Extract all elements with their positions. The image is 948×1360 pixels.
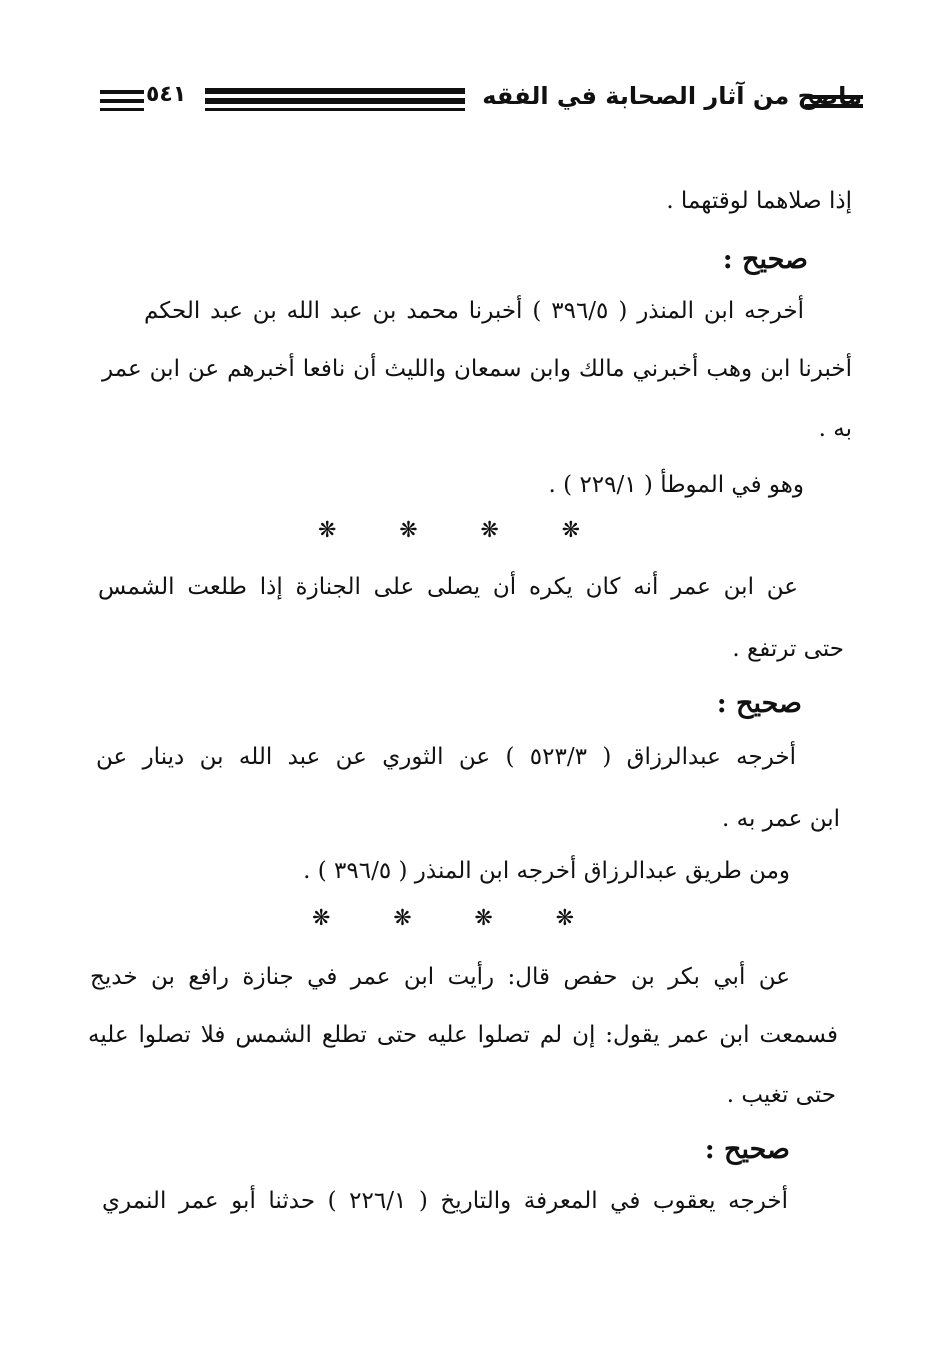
header-rule xyxy=(100,90,144,94)
section-heading: صحيح : xyxy=(704,1134,790,1165)
text-line: عن أبي بكر بن حفص قال: رأيت ابن عمر في جنازة رافع بن خديج xyxy=(90,964,790,990)
star-ornament-icon: ❋ xyxy=(474,906,493,931)
header-rule xyxy=(205,98,465,104)
text-line: حتى ترتفع . xyxy=(732,636,844,662)
text-line: ابن عمر به . xyxy=(722,806,840,832)
section-separator xyxy=(312,904,574,934)
text-line: عن ابن عمر أنه كان يكره أن يصلى على الجنازة إذا طلعت الشمس xyxy=(98,574,798,600)
text-line: حتى تغيب . xyxy=(726,1082,836,1108)
star-ornament-icon: ❋ xyxy=(393,906,412,931)
text-line: أخرجه عبدالرزاق ( ٥٢٣/٣ ) عن الثوري عن عبد الله بن دينار عن xyxy=(96,744,796,770)
star-ornament-icon: ❋ xyxy=(561,518,580,543)
text-line: أخرجه يعقوب في المعرفة والتاريخ ( ٢٢٦/١ ) حدثنا أبو عمر النمري xyxy=(102,1188,788,1214)
text-line: به . xyxy=(818,416,852,442)
text-line: إذا صلاهما لوقتهما . xyxy=(666,188,852,214)
header-rule xyxy=(205,108,465,111)
section-heading: صحيح : xyxy=(716,688,802,719)
header-rule xyxy=(100,99,144,103)
header-rule xyxy=(100,108,144,111)
section-separator xyxy=(318,516,580,546)
running-header-title: ماصح من آثار الصحابة في الفقه xyxy=(482,82,862,110)
text-line: أخبرنا ابن وهب أخبرني مالك وابن سمعان والليث أن نافعا أخبرهم عن ابن عمر xyxy=(102,356,852,382)
star-ornament-icon: ❋ xyxy=(555,906,574,931)
page-number: ٥٤١ xyxy=(146,82,187,107)
text-line: فسمعت ابن عمر يقول: إن لم تصلوا عليه حتى تطلع الشمس فلا تصلوا عليه xyxy=(88,1022,838,1048)
star-ornament-icon: ❋ xyxy=(312,906,331,931)
text-line: وهو في الموطأ ( ٢٢٩/١ ) . xyxy=(548,472,804,498)
star-ornament-icon: ❋ xyxy=(318,518,337,543)
text-line: أخرجه ابن المنذر ( ٣٩٦/٥ ) أخبرنا محمد بن عبد الله بن عبد الحكم xyxy=(144,298,804,324)
star-ornament-icon: ❋ xyxy=(480,518,499,543)
header-rule xyxy=(205,88,465,94)
section-heading: صحيح : xyxy=(722,244,808,275)
star-ornament-icon: ❋ xyxy=(399,518,418,543)
text-line: ومن طريق عبدالرزاق أخرجه ابن المنذر ( ٣٩٦/٥ ) . xyxy=(303,858,790,884)
